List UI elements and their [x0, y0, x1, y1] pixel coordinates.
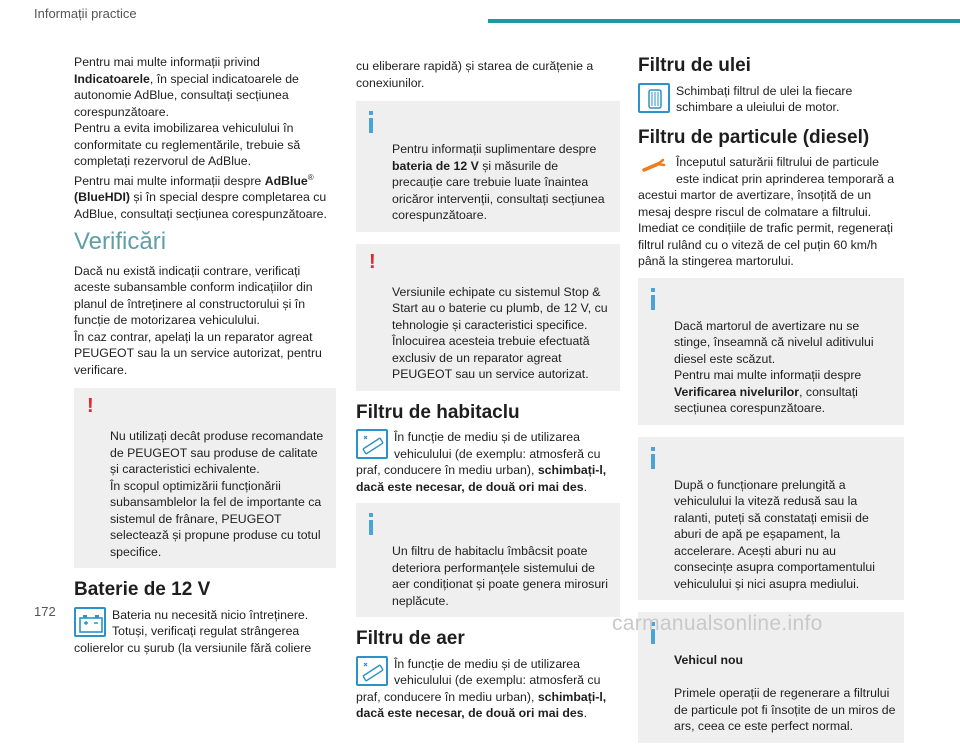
oil-filter-text: Schimbați filtrul de ulei la fiecare schimbare a uleiului de motor. [676, 83, 853, 114]
info-additive-text: Dacă martorul de avertizare nu se stinge, înseamnă că nivelul aditivului diesel este scăzut. Pentru mai multe informații despre Verificarea nivelurilor, consultați secțiunea corespunzătoare. [674, 318, 874, 415]
battery-continued-paragraph: cu eliberare rapidă) și starea de curățenie a conexiunilor. [356, 59, 594, 90]
watermark: carmanualsonline.info [612, 612, 823, 635]
header-title: Informații practice [34, 6, 137, 21]
air-filter-icon [356, 656, 388, 686]
dpf-text: Începutul saturării filtrului de particule este indicat prin aprinderea temporară a acestui martor de avertizare, însoțită de un mesaj despre riscul de colmatare a filtrului. Imediat ce condițiile de trafic permit, regenerați filtrul rulând cu o viteză de cel puțin 60 km/h până la stingerea martorului. [638, 155, 895, 268]
info-box-vapour [638, 437, 904, 601]
verificari-heading: Verificări [74, 228, 167, 256]
battery-heading: Baterie de 12 V [74, 579, 211, 601]
oil-filter-heading: Filtru de ulei [638, 55, 751, 76]
oil-filter-paragraph [638, 83, 904, 116]
info-icon [650, 447, 656, 469]
dpf-paragraph [638, 154, 904, 270]
cabin-filter-paragraph [356, 429, 620, 495]
cabin-filter-text: În funcție de mediu și de utilizarea vehiculului (de exemplu: atmosferă cu praf, conducere în mediu urban), schimbați-l, dacă este necesar, de două ori mai des. [356, 430, 607, 494]
new-vehicle-title: Vehicul nou [674, 653, 744, 667]
verificari-paragraph: Dacă nu există indicații contrare, verificați aceste subansamble conform indicațiilor din planul de întreținere al constructorului și în funcție de motorizarea vehiculului. În caz contrar, apelați la un reparator agreat PEUGEOT sau la un service autorizat, pentru verificare. [74, 263, 322, 377]
battery-paragraph [74, 607, 336, 657]
air-filter-heading: Filtru de aer [356, 628, 465, 649]
wrench-icon [638, 154, 670, 178]
air-filter-text: În funcție de mediu și de utilizarea vehiculului (de exemplu: atmosferă cu praf, conducere în mediu urban), schimbați-l, dacă este necesar, de două ori mai des. [356, 656, 607, 720]
dpf-heading: Filtru de particule (diesel) [638, 126, 870, 148]
warning-exclamation-icon: ! [87, 395, 94, 418]
info-icon [650, 288, 656, 310]
info-vapour-text: După o funcționare prelungită a vehiculului la viteză redusă sau la ralanti, puteți să constatați emisii de aburi de apă pe eșapament, la accelerare. Acești aburi nu au consecințe asupra comportamentului vehiculului și nici asupra mediului. [674, 477, 875, 591]
column-2 [356, 58, 620, 730]
column-3 [638, 55, 904, 755]
battery-icon [74, 607, 106, 637]
warning-box-stop-start [356, 244, 620, 391]
air-filter-paragraph [356, 656, 620, 722]
warning-exclamation-icon: ! [369, 250, 376, 273]
info-box-battery [356, 101, 620, 232]
column-1 [74, 54, 336, 664]
oil-filter-icon [638, 83, 670, 113]
info-icon [368, 513, 374, 535]
cabin-filter-icon [356, 429, 388, 459]
info-box-additive [638, 278, 904, 425]
cabin-filter-heading: Filtru de habitaclu [356, 401, 520, 423]
info-battery-text: Pentru informații suplimentare despre bateria de 12 V și măsurile de precauție care trebuie luate înaintea oricăror intervenții, consultați secțiunea corespunzătoare. [392, 142, 605, 222]
warning-stop-start-text: Versiunile echipate cu sistemul Stop & Start au o baterie cu plumb, de 12 V, cu tehnologie și caracteristici specifice. Înlocuirea acesteia trebuie efectuată exclusiv de un reparator agreat PEUGEOT sau un service autorizat. [392, 284, 608, 381]
adblue-intro-paragraph: Pentru mai multe informații privind Indicatoarele, în special indicatoarele de autonomie AdBlue, consultați secțiunea corespunzătoare. Pentru a evita imobilizarea vehiculului în conformitate cu reglementările, trebuie să completați rezervorul de AdBlue. Pentru mai multe informații despre AdBlue® (BlueHDI) și în special despre completarea cu AdBlue, consultați secțiunea corespunzătoare. [74, 55, 327, 221]
info-box-cabin-filter [356, 503, 620, 617]
info-icon [368, 111, 374, 133]
page-number: 172 [34, 604, 56, 619]
info-cabin-text: Un filtru de habitaclu îmbâcsit poate deteriora performanțele sistemului de aer condiționat și poate genera mirosuri neplăcute. [392, 544, 609, 608]
warning-text: Nu utilizați decât produse recomandate de PEUGEOT sau produse de calitate și caracteristici echivalente. În scopul optimizării funcționării subansamblelor la fel de importante ca sistemul de frânare, PEUGEOT selectează și propune produse cu totul specifice. [110, 429, 324, 559]
header-accent-bar [488, 19, 960, 23]
new-vehicle-text: Primele operații de regenerare a filtrului de particule pot fi însoțite de un miros de ars, ceea ce este perfect normal. [674, 686, 896, 733]
battery-text: Bateria nu necesită nicio întreținere. Totuși, verificați regulat strângerea colierelor cu șurub (la versiunile fără coliere [74, 607, 312, 655]
warning-box-products [74, 388, 336, 568]
